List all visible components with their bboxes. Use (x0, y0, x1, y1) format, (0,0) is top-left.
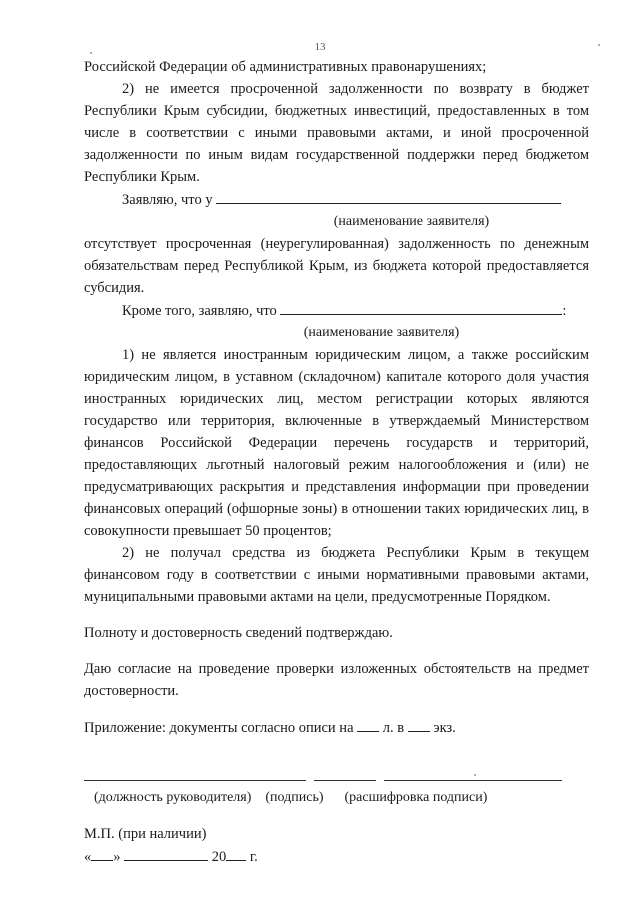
signature-lines (84, 765, 589, 781)
paragraph-item-2: 2) не имеется просроченной задолженности по возврату в бюджет Республики Крым субсидии, бюджетных инвестиций, предоставленных в том числе в соответствии с иными правовыми актами, и иной просроченной задолженности по иным видам государственной поддержки перед бюджетом Республики Крым. (84, 81, 589, 185)
caption-applicant-1: (наименование заявителя) (333, 214, 490, 229)
document-body (84, 56, 589, 868)
paragraph-law-end: Российской Федерации об административных правонарушениях; (84, 59, 487, 75)
signature-field[interactable] (314, 765, 376, 781)
applicant-name-field-1[interactable] (216, 188, 561, 204)
attachment-prefix: Приложение: документы согласно описи на (84, 720, 354, 736)
date-open-quote: « (84, 849, 92, 865)
caption-signature: (подпись) (265, 790, 324, 805)
also-prefix: Кроме того, заявляю, что (122, 303, 277, 319)
caption-signature-decode: (расшифровка подписи) (344, 790, 488, 805)
attachment-suffix: экз. (433, 720, 456, 736)
paragraph-condition-1: 1) не является иностранным юридическим лицом, а также российским юридическим лицом, в уставном (складочном) капитале которого доля участия иностранных юридических лиц, местом регистрации которых являются государство или территория, включенные в утверждаемый Министерством финансов Российской Федерации перечень государств и территорий, предоставляющих льготный налоговый режим налогообложения и (или) не предусматривающих раскрытия и представления информации при проведении финансовых операций (офшорные зоны) в отношении таких юридических лиц, в совокупности превышает 50 процентов; (84, 347, 589, 539)
caption-position: (должность руководителя) (94, 790, 252, 805)
also-line (84, 299, 589, 322)
declare-prefix: Заявляю, что у (122, 192, 213, 208)
signature-captions (94, 787, 589, 809)
copies-count-field[interactable] (408, 716, 430, 732)
scan-speck (598, 44, 600, 46)
year-field[interactable] (226, 845, 246, 861)
paragraph-confirm: Полноту и достоверность сведений подтверждаю. (84, 625, 393, 641)
day-field[interactable] (91, 845, 113, 861)
sheets-count-field[interactable] (357, 716, 379, 732)
paragraph-consent: Даю согласие на проведение проверки изложенных обстоятельств на предмет достоверности. (84, 661, 589, 699)
paragraph-no-overdue: отсутствует просроченная (неурегулированная) задолженность по денежным обязательствам перед Республикой Крым, из бюджета которой предоставляется субсидия. (84, 236, 589, 296)
date-close-quote: » (113, 849, 121, 865)
date-suffix: г. (249, 849, 258, 865)
signature-decode-field[interactable] (384, 765, 562, 781)
month-field[interactable] (124, 845, 208, 861)
scan-speck (474, 774, 476, 776)
attachment-line (84, 716, 589, 739)
paragraph-condition-2: 2) не получал средства из бюджета Республики Крым в текущем финансовом году в соответствии с иными нормативными правовыми актами, муниципальными правовыми актами на цели, предусмотренные Порядком. (84, 545, 589, 605)
attachment-mid: л. в (382, 720, 405, 736)
also-suffix: : (562, 303, 567, 319)
page-number: 13 (314, 41, 326, 53)
declare-line (84, 188, 589, 211)
date-line (84, 845, 589, 868)
position-field[interactable] (84, 765, 306, 781)
stamp-note: М.П. (при наличии) (84, 826, 207, 842)
date-year-prefix: 20 (211, 849, 227, 865)
applicant-name-field-2[interactable] (280, 299, 562, 315)
caption-applicant-2: (наименование заявителя) (303, 325, 460, 340)
scan-speck (90, 52, 92, 54)
